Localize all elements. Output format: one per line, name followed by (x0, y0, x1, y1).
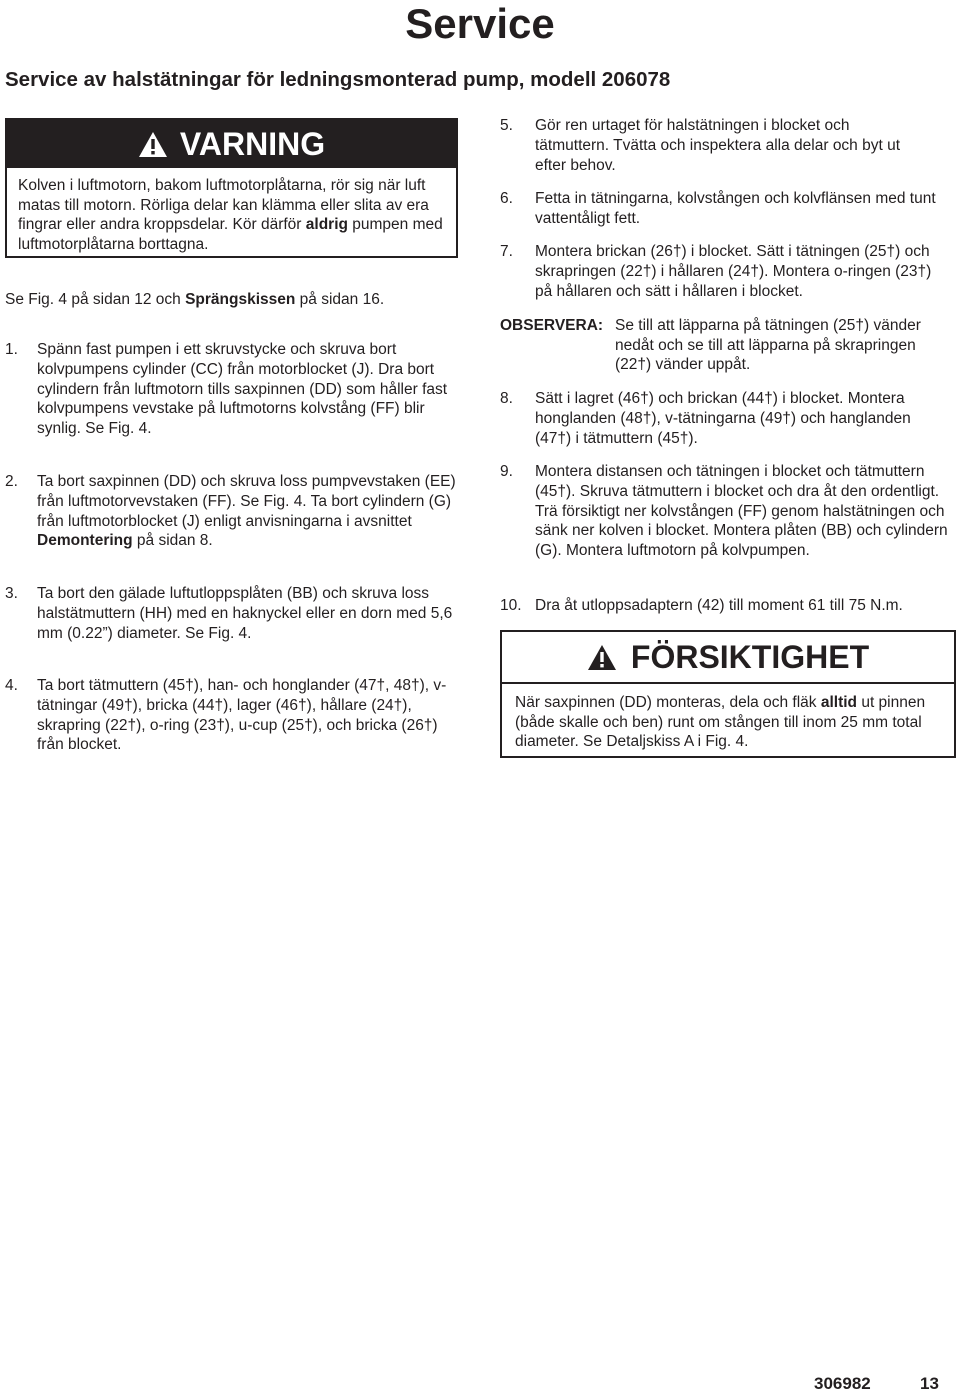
step-number: 5. (500, 117, 513, 134)
step-text: Spänn fast pumpen i ett skruvstycke och skruva bort kolvpumpens cylinder (CC) från motorblocket (J). Dra bort cylindern från luftmotorn tills saxpinnen (DD) som håller fast kolvpumpens vevstake på luftmotorns kolvstång (FF) blir synlig. Se Fig. 4. (37, 341, 448, 438)
step-number: 3. (5, 585, 18, 602)
page-title: Service (405, 0, 555, 47)
step-text: Fetta in tätningarna, kolvstången och kolvflänsen med tunt vattentåligt fett. (535, 190, 936, 227)
warning-header (7, 120, 456, 168)
step-9 (500, 462, 955, 561)
caution-box (500, 630, 956, 758)
intro-paragraph: Se Fig. 4 på sidan 12 och Sprängskissen på sidan 16. (5, 291, 385, 308)
caution-text: När saxpinnen (DD) monteras, dela och fläk alltid ut pinnen (både skalle och ben) runt om stången till inom 25 mm total diameter. Se Detaljskiss A i Fig. 4. (515, 694, 926, 750)
step-6 (500, 189, 940, 229)
warning-label: VARNING (179, 125, 326, 162)
step-number: 8. (500, 390, 513, 407)
step-text: Montera distansen och tätningen i blocket och tätmuttern (45†). Skruva tätmuttern i blocket och dra åt den ordentligt. Trä försiktigt ner kolvstången (FF) genom halstätningen och sänk ner kolven i blocket. Montera plåten (BB) och cylindern (G). Montera luftmotorn på kolvpumpen. (535, 463, 948, 560)
step-text: Ta bort saxpinnen (DD) och skruva loss pumpvevstaken (EE) från luftmotorvevstaken (FF). Se Fig. 4. Ta bort cylindern (G) från luftmotorblocket (J) enligt anvisningarna i avsnittet Demontering på sidan 8. (37, 473, 456, 550)
section-title: Service av halstätningar för ledningsmonterad pump, modell 206078 (5, 68, 671, 91)
step-text: Ta bort tätmuttern (45†), han- och honglander (47†, 48†), v-tätningar (49†), bricka (44†), lager (46†), hållare (24†), skrapring (22†), o-ring (23†), u-cup (25†), och bricka (26†) från blocket. (37, 677, 447, 754)
step-number: 4. (5, 677, 18, 694)
warning-triangle-icon (138, 131, 168, 158)
caution-header (502, 632, 954, 684)
step-8 (500, 389, 950, 448)
page-number: 13 (920, 1374, 939, 1393)
step-text: Dra åt utloppsadaptern (42) till moment 61 till 75 N.m. (535, 597, 903, 614)
step-text: Montera brickan (26†) i blocket. Sätt i tätningen (25†) och skrapringen (22†) i hållaren (24†). Montera o-ringen (23†) på hållaren och sätt i hållaren i blocket. (535, 243, 932, 300)
step-3 (5, 584, 465, 643)
warning-text: Kolven i luftmotorn, bakom luftmotorplåtarna, rör sig när luft matas till motorn. Rörliga delar kan klämma eller slita av era fingrar eller andra kroppsdelar. Kör därför aldrig pumpen med luftmotorplåtarna borttagna. (18, 177, 443, 253)
step-number: 10. (500, 597, 522, 614)
note-observera (500, 316, 955, 375)
step-number: 2. (5, 473, 18, 490)
step-text: Sätt i lagret (46†) och brickan (44†) i blocket. Montera honglanden (48†), v-tätningarna (49†) och hanglanden (47†) i tätmuttern (45†). (535, 390, 911, 447)
step-5 (500, 116, 920, 175)
step-7 (500, 242, 940, 301)
step-10 (500, 596, 955, 616)
step-4 (5, 676, 465, 755)
step-number: 9. (500, 463, 513, 480)
warning-box (5, 118, 458, 258)
step-1 (5, 340, 465, 439)
note-text: Se till att läpparna på tätningen (25†) vänder nedåt och se till att läpparna på skrapringen (22†) vänder uppåt. (615, 317, 921, 373)
step-2 (5, 472, 465, 551)
step-number: 1. (5, 341, 18, 358)
step-number: 6. (500, 190, 513, 207)
document-number: 306982 (814, 1374, 871, 1393)
step-text: Ta bort den gälade luftutloppsplåten (BB) och skruva loss halstätmuttern (HH) med en haknyckel eller en dorn med 5,6 mm (0.22”) diameter. Se Fig. 4. (37, 585, 453, 642)
note-label: OBSERVERA: (500, 317, 604, 334)
step-text: Gör ren urtaget för halstätningen i blocket och tätmuttern. Tvätta och inspektera alla delar och byt ut efter behov. (535, 117, 901, 174)
step-number: 7. (500, 243, 513, 260)
warning-triangle-icon (587, 644, 617, 671)
caution-label: FÖRSIKTIGHET (630, 638, 870, 675)
